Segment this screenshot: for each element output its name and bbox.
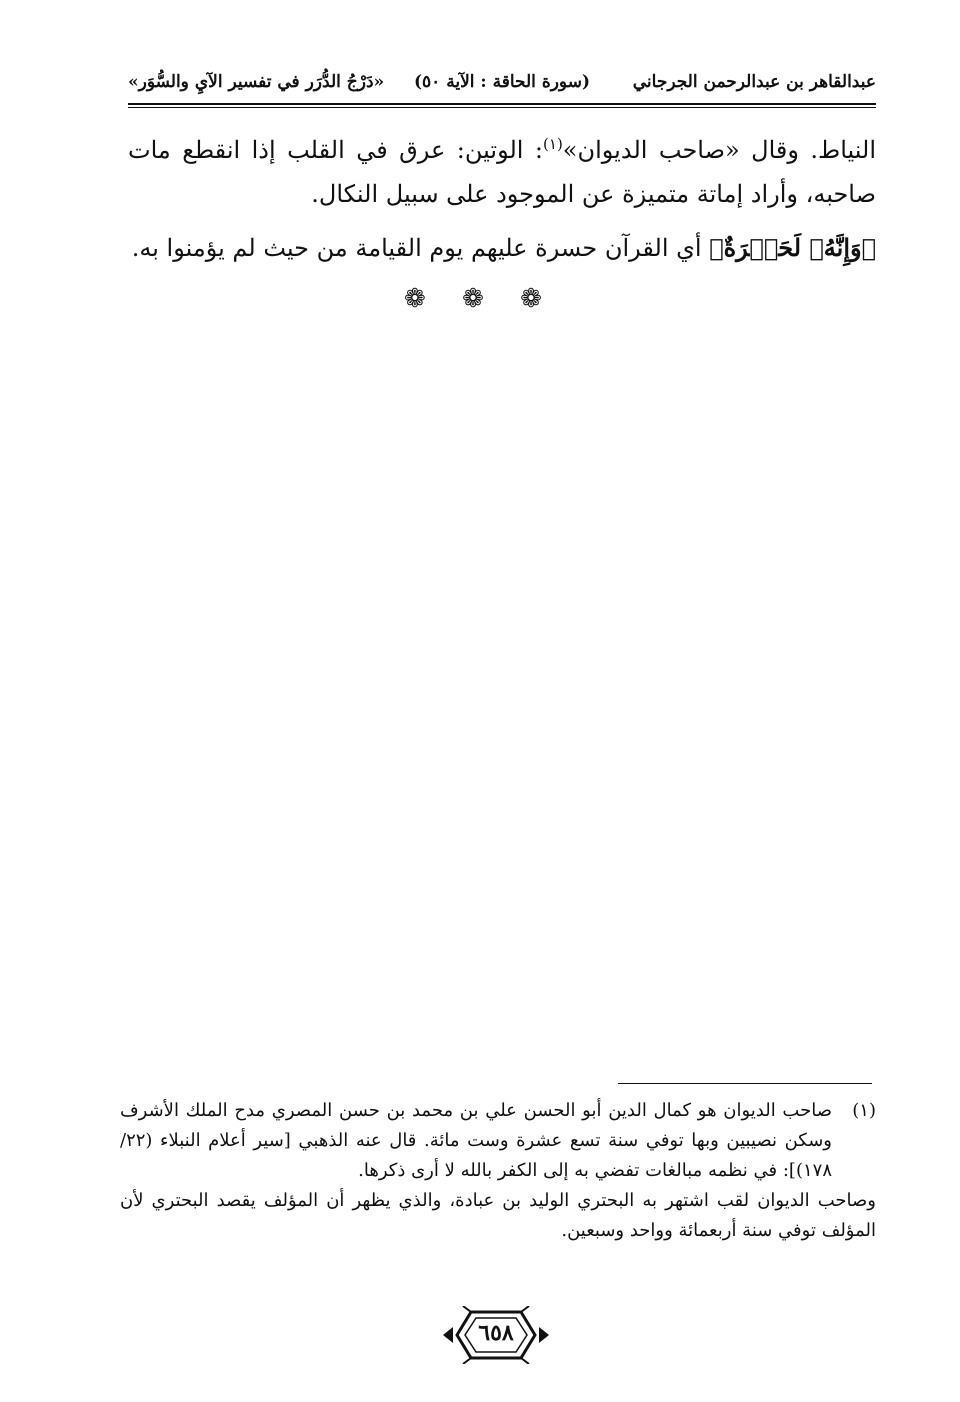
footnote-reference[interactable]: (١) (543, 135, 563, 153)
header-rule (128, 103, 876, 108)
header-book-title: «دَرْجُ الدُّرَر في تفسير الآيِ والسُّوَر» (128, 72, 385, 92)
verse-paragraph (128, 226, 876, 270)
page-number-ornament (441, 1306, 551, 1364)
footnotes (120, 1096, 876, 1246)
main-text (128, 128, 876, 270)
footnote-paragraph: صاحب الديوان هو كمال الدين أبو الحسن علي بن محمد بن حسن المصري مدح الملك الأشرف وسكن نصيبين وبها توفي سنة تسع عشرة وست مائة. قال عنه الذهبي [سير أعلام النبلاء (٢٢/ ١٧٨)]: في نظمه مبالغات تفضي به إلى الكفر بالله لا أرى ذكرها. (120, 1100, 832, 1181)
main-paragraph (128, 128, 876, 216)
page-number: ٦٥٨ (478, 1320, 514, 1346)
footnote-paragraph: وصاحب الديوان لقب اشتهر به البحتري الوليد بن عبادة، والذي يظهر أن المؤلف يقصد البحتري لأن المؤلف توفي سنة أربعمائة وواحد وسبعين. (120, 1190, 876, 1241)
section-separator: ❁ ❁ ❁ (404, 284, 556, 314)
running-header (128, 68, 876, 102)
footnote-item (120, 1096, 876, 1186)
header-surah-verse: (سورة الحاقة : الآية ٥٠) (413, 72, 591, 92)
quran-quote: ﴿وَإِنَّهُۥ لَحَسۡرَةٌ﴾ (709, 233, 876, 262)
footnote-number: (١) (852, 1100, 876, 1121)
main-text-segment: : الوتين: عرق في القلب إذا انقطع مات صاحبه، وأراد إماتة متميزة عن الموجود على سبيل النكال. (128, 136, 876, 208)
footnote-body (120, 1096, 832, 1186)
verse-commentary: أي القرآن حسرة عليهم يوم القيامة من حيث لم يؤمنوا به. (131, 234, 710, 262)
footnote-rule (618, 1083, 872, 1084)
header-author: عبدالقاهر بن عبدالرحمن الجرجاني (632, 72, 876, 92)
main-text-segment: النياط. وقال «صاحب الديوان» (562, 136, 877, 164)
